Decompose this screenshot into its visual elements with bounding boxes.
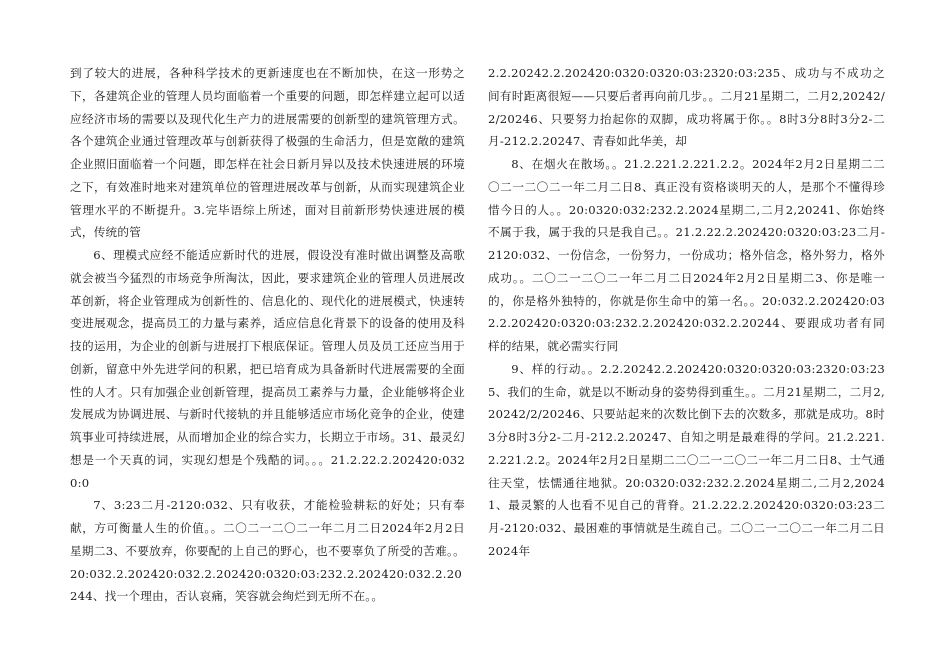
left-paragraph-7: 7、3:23二月-2120:032、只有收获，才能检验耕耘的好处；只有奉献，方可衡量人生的价值。。二〇二一二〇二一年二月二日2024年2月2日星期二3、不要放弃，你要配的上自己的野心，也不要辜负了所受的苦难。。20:032.2.202420:032.2.202420:0320:03:232.2.202420:032.2.20244、找一个理由，否认哀痛，笑容就会绚烂到无所不在。。 — [70, 498, 465, 604]
left-paragraph-6: 6、理模式应经不能适应新时代的进展，假设没有准时做出调整及高歌就会被当今猛烈的市场竞争所淘汰，因此，要求建筑企业的管理人员进展改革创新，将企业管理成为创新性的、信息化的、现代化的进展模式，快速转变进展观念，提高员工的力量与素养，适应信息化背景下的设备的使用及科技的运用，为企业的创新与进展打下根底保证。管理人员及员工还应当用于创新，留意中外先进学问的积累，把已培育成为具备新时代进展需要的全面性的人才。只有加强企业创新管理，提高员工素养与力量，企业能够将企业发展成为协调进展、与新时代接轨的并且能够适应市场化竞争的企业，使建筑事业可持续进展，从而增加企业的综合实力，长期立于市场。31、最灵幻想是一个天真的词，实现幻想是个残酷的词。。。21.2.22.2.202420:0320:0 — [70, 248, 465, 490]
right-paragraph-8: 8、在烟火在散场。。21.2.221.2.221.2.2。2024年2月2日星期二二〇二一二〇二一年二月二日8、真正没有资格谈明天的人，是那个不懂得珍惜今日的人。。20:0320:032:232.2.2024星期二,二月2,20241、你始终不属于我，属于我的只是我自己。。21.2.22.2.202420:0320:03:23二月-2120:032、一份信念，一份努力，一份成功；格外信念，格外努力，格外成功。。二〇二一二〇二一年二月二日2024年2月2日星期二3、你是唯一的，你是格外独特的，你就是你生命中的第一名。。20:032.2.202420:032.2.202420:0320:03:232.2.202420:032.2.20244、要跟成功者有同样的结果，就必需实行同 — [488, 157, 885, 353]
right-paragraph-continuation: 2.2.20242.2.202420:0320:0320:03:2320:03:235、成功与不成功之间有时距离很短——只要后者再向前几步。。二月21星期二，二月2,20242/2/20246、只要努力抬起你的双脚，成功将属于你。。8时3分8时3分2-二月-212.2.20247、青春如此华美，却 — [488, 66, 885, 149]
left-column — [70, 62, 465, 608]
right-paragraph-9: 9、样的行动。。2.2.20242.2.202420:0320:0320:03:2320:03:235、我们的生命，就是以不断动身的姿势得到重生。。二月21星期二，二月2,20242/2/20246、只要站起来的次数比倒下去的次数多，那就是成功。8时3分8时3分2-二月-212.2.20247、自知之明是最难得的学问。21.2.221.2.221.2.2。2024年2月2日星期二二〇二一二〇二一年二月二日8、士气通往天堂，怯懦通往地狱。20:0320:032:232.2.2024星期二,二月2,20241、最灵繁的人也看不见自己的背脊。21.2.22.2.202420:0320:03:23二月-2120:032、最困难的事情就是生疏自己。二〇二一二〇二一年二月二日2024年 — [488, 361, 885, 558]
right-column — [488, 62, 885, 563]
left-paragraph-continuation: 到了较大的进展，各种科学技术的更新速度也在不断加快，在这一形势之下，各建筑企业的管理人员均面临着一个重要的问题，即怎样建立起可以适应经济市场的需要以及现代化生产力的进展需要的创新型的建筑管理方式。各个建筑企业通过管理改革与创新获得了极强的生命活力，但是宽敞的建筑企业照旧面临着一个问题，即怎样在社会日新月异以及技术快速进展的环境之下，有效准时地来对建筑单位的管理进展改革与创新，从而实现建筑企业管理水平的不断提升。3.完毕语综上所述，面对目前新形势快速进展的模式，传统的管 — [70, 66, 465, 240]
